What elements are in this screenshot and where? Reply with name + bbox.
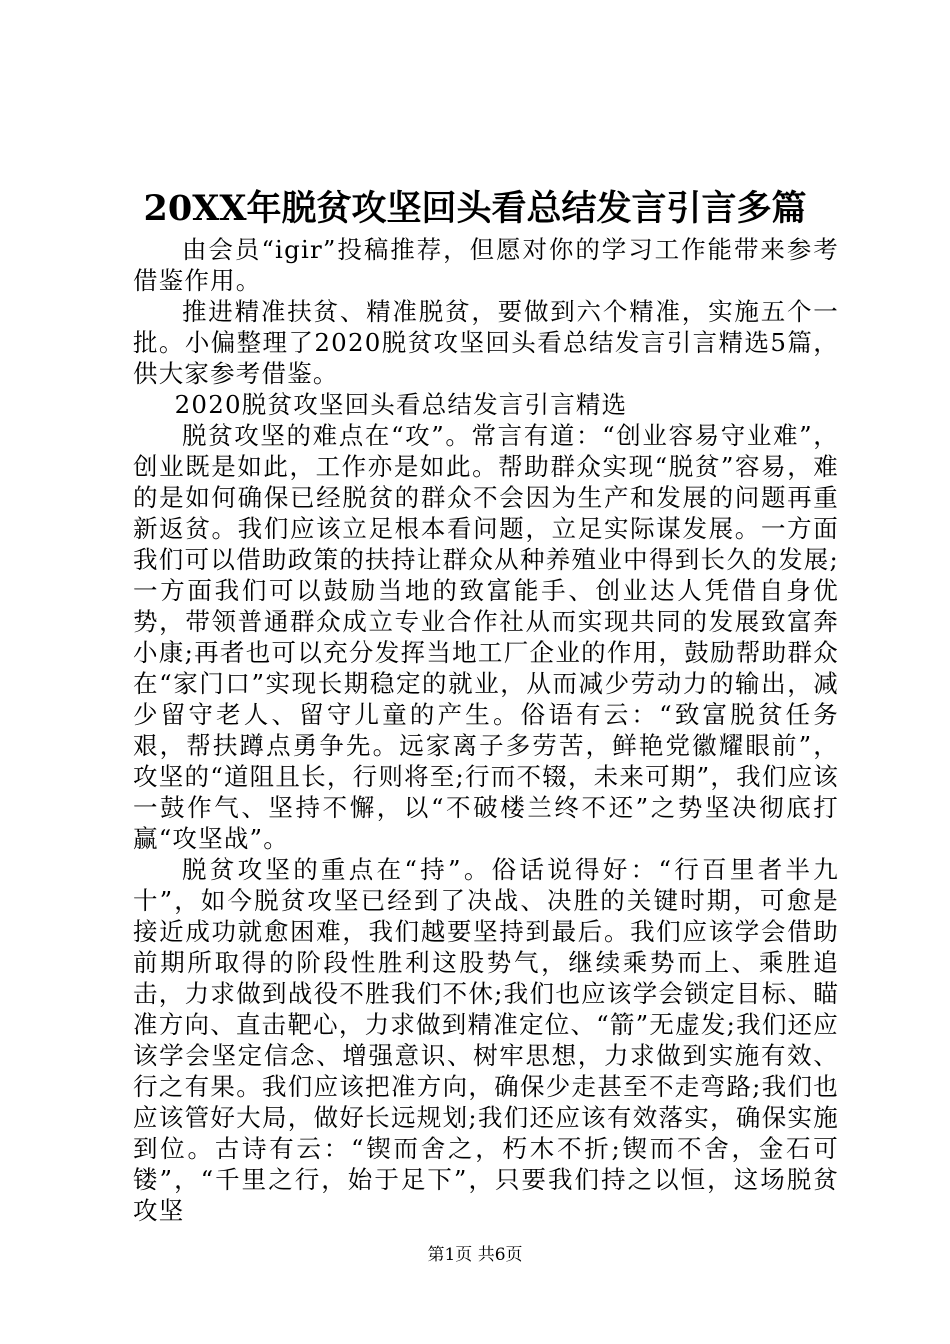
summary-paragraph: 推进精准扶贫、精准脱贫，要做到六个精准，实施五个一批。小偏整理了2020脱贫攻坚回头看总结发言引言精选5篇，供大家参考借鉴。	[133, 297, 839, 388]
body-paragraph: 脱贫攻坚的重点在“持”。俗话说得好：“行百里者半九十”，如今脱贫攻坚已经到了决战、决胜的关键时期，可愈是接近成功就愈困难，我们越要坚持到最后。我们应该学会借助前期所取得的阶段性胜利这股势气，继续乘势而上、乘胜追击，力求做到战役不胜我们不休;我们也应该学会锁定目标、瞄准方向、直击靶心，力求做到精准定位、“箭”无虚发;我们还应该学会坚定信念、增强意识、树牢思想，力求做到实施有效、行之有果。我们应该把准方向，确保少走甚至不走弯路;我们也应该管好大局，做好长远规划;我们还应该有效落实，确保实施到位。古诗有云：“锲而舍之，朽木不折;锲而不舍，金石可镂”，“千里之行，始于足下”，只要我们持之以恒，这场脱贫攻坚	[133, 855, 839, 1225]
document-title: 20XX年脱贫攻坚回头看总结发言引言多篇	[143, 188, 807, 229]
intro-paragraph: 由会员“igir”投稿推荐，但愿对你的学习工作能带来参考借鉴作用。	[133, 235, 839, 295]
body-paragraph: 脱贫攻坚的难点在“攻”。常言有道：“创业容易守业难”，创业既是如此，工作亦是如此。帮助群众实现“脱贫”容易，难的是如何确保已经脱贫的群众不会因为生产和发展的问题再重新返贫。我们应该立足根本看问题，立足实际谋发展。一方面我们可以借助政策的扶持让群众从种养殖业中得到长久的发展;一方面我们可以鼓励当地的致富能手、创业达人凭借自身优势，带领普通群众成立专业合作社从而实现共同的发展致富奔小康;再者也可以充分发挥当地工厂企业的作用，鼓励帮助群众在“家门口”实现长期稳定的就业，从而减少劳动力的输出，减少留守老人、留守儿童的产生。俗语有云：“致富脱贫任务艰，帮扶蹲点勇争先。远家离子多劳苦，鲜艳党徽耀眼前”，攻坚的“道阻且长，行则将至;行而不辍，未来可期”，我们应该一鼓作气、坚持不懈，以“不破楼兰终不还”之势坚决彻底打赢“攻坚战”。	[133, 421, 839, 853]
page-number: 第1页 共6页	[427, 1245, 523, 1265]
document-body	[133, 234, 839, 1226]
section-heading: 2020脱贫攻坚回头看总结发言引言精选	[174, 390, 628, 419]
